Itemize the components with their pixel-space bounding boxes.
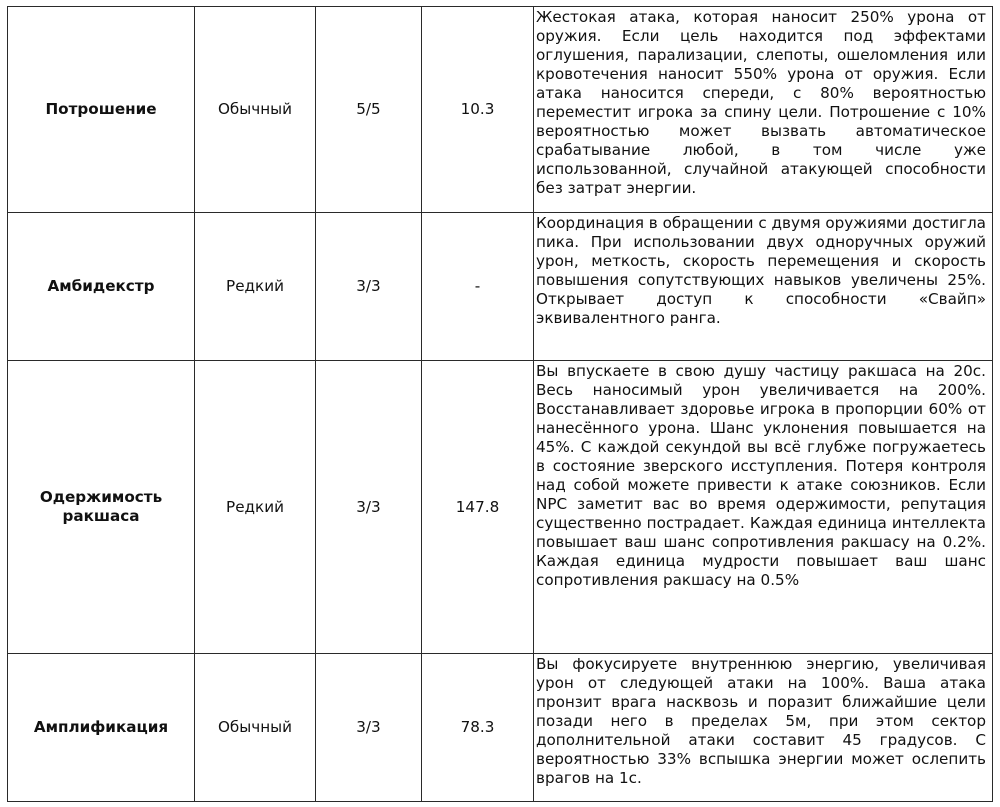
skill-level: 3/3 (316, 361, 422, 654)
table-row (8, 654, 993, 802)
skill-rarity: Обычный (195, 7, 316, 213)
skill-description: Вы фокусируете внутреннюю энергию, увеличивая урон от следующей атаки на 100%. Ваша атака пронзит врага насквозь и поразит ближайшие цели позади него в пределах 5м, при этом сектор дополнительной атаки составит 45 градусов. С вероятностью 33% вспышка энергии может ослепить врагов на 1с. (534, 654, 993, 802)
skill-name: Потрошение (8, 7, 195, 213)
skill-level: 3/3 (316, 213, 422, 361)
skill-name: Одержимость ракшаса (8, 361, 195, 654)
skill-rarity: Обычный (195, 654, 316, 802)
skill-rarity: Редкий (195, 361, 316, 654)
skill-level: 3/3 (316, 654, 422, 802)
skill-cost: 10.3 (422, 7, 534, 213)
skill-cost: 147.8 (422, 361, 534, 654)
skill-cost: - (422, 213, 534, 361)
table-row (8, 361, 993, 654)
skill-description: Жестокая атака, которая наносит 250% урона от оружия. Если цель находится под эффектами оглушения, парализации, слепоты, ошеломления или кровотечения наносит 550% урона от оружия. Если атака наносится спереди, с 80% вероятностью переместит игрока за спину цели. Потрошение с 10% вероятностью может вызвать автоматическое срабатывание любой, в том числе уже использованной, случайной атакующей способности без затрат энергии. (534, 7, 993, 213)
skill-description: Вы впускаете в свою душу частицу ракшаса на 20с. Весь наносимый урон увеличивается на 200%. Восстанавливает здоровье игрока в пропорции 60% от нанесённого урона. Шанс уклонения повышается на 45%. С каждой секундой вы всё глубже погружаетесь в состояние зверского исступления. Потеря контроля над собой можете привести к атаке союзников. Если NPC заметит вас во время одержимости, репутация существенно пострадает. Каждая единица интеллекта повышает ваш шанс сопротивления ракшасу на 0.2%. Каждая единица мудрости повышает ваш шанс сопротивления ракшасу на 0.5% (534, 361, 993, 654)
skill-cost: 78.3 (422, 654, 534, 802)
skill-name: Амбидекстр (8, 213, 195, 361)
skill-description: Координация в обращении с двумя оружиями достигла пика. При использовании двух одноручных оружий урон, меткость, скорость перемещения и скорость повышения сопутствующих навыков увеличены 25%. Открывает доступ к способности «Свайп» эквивалентного ранга. (534, 213, 993, 361)
skills-table (7, 6, 993, 802)
table-row (8, 213, 993, 361)
table-row (8, 7, 993, 213)
skill-rarity: Редкий (195, 213, 316, 361)
skill-name: Амплификация (8, 654, 195, 802)
skill-level: 5/5 (316, 7, 422, 213)
